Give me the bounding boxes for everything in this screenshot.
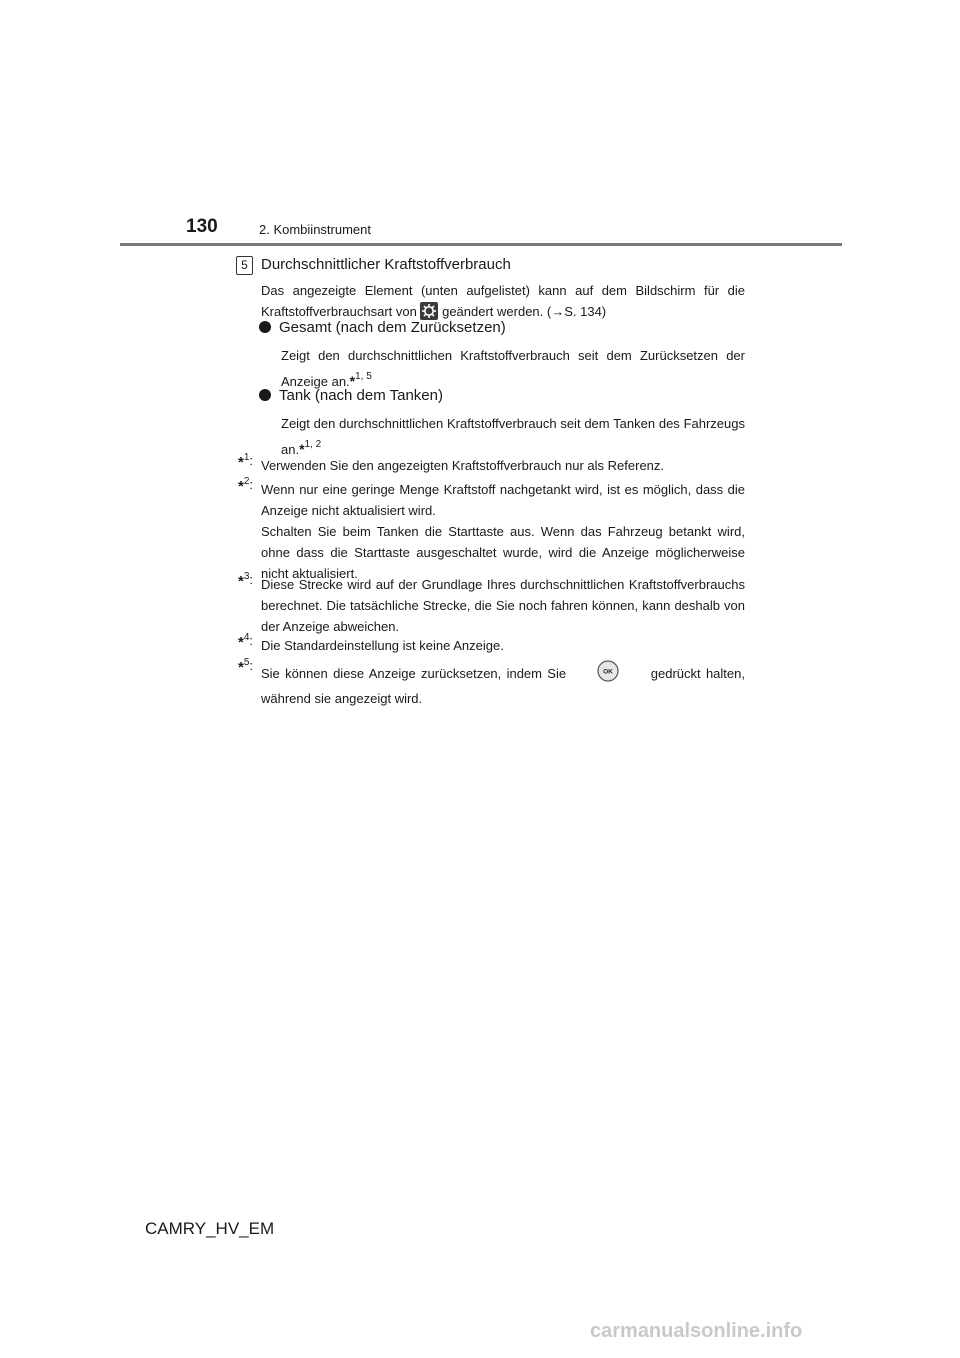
bullet-heading-total bbox=[259, 319, 506, 336]
ok-label: OK bbox=[603, 668, 614, 676]
footnote-5-text bbox=[261, 660, 745, 709]
footnote-5-text-a: Sie können diese Anzeige zurücksetzen, indem Sie bbox=[261, 666, 567, 681]
footnote-2-paragraph-2: Schalten Sie beim Tanken die Starttaste aus. Wenn das Fahrzeug betankt wird, ohne dass die Starttaste ausgeschaltet wurde, wird die Anzeige möglicherweise nicht aktualisiert. bbox=[261, 524, 745, 581]
footnote-3-text: Diese Strecke wird auf der Grundlage Ihres durchschnittlichen Kraftstoffverbrauchs berechnet. Die tatsächliche Strecke, die Sie noch fahren können, kann deshalb von der Anzeige abweichen. bbox=[261, 577, 745, 634]
footnote-refs: 1, 5 bbox=[355, 371, 372, 382]
chapter-title: 2. Kombiinstrument bbox=[259, 222, 371, 237]
footnote-star: * bbox=[299, 441, 305, 457]
footnote-refs: 1, 2 bbox=[304, 439, 322, 450]
bullet-title: Gesamt (nach dem Zurücksetzen) bbox=[279, 319, 506, 336]
section-title: Durchschnittlicher Kraftstoffverbrauch bbox=[261, 256, 511, 273]
footnote-1-text: Verwenden Sie den angezeigten Kraftstoffverbrauch nur als Referenz. bbox=[261, 458, 665, 473]
footnote-marker-3: *$^3$: bbox=[238, 571, 254, 590]
bullet-text: Zeigt den durchschnittlichen Kraftstoffverbrauch seit dem Zurücksetzen der Anzeige an. bbox=[281, 348, 745, 389]
footnote-star: * bbox=[349, 373, 356, 389]
bullet-text: Zeigt den durchschnittlichen Kraftstoffverbrauch seit dem Tanken des Fahrzeugs an. bbox=[281, 416, 745, 457]
watermark: carmanualsonline.info bbox=[590, 1320, 803, 1342]
footnote-marker-2: *$^2$: bbox=[238, 476, 254, 495]
item-number-badge: 5 bbox=[236, 256, 253, 275]
footnote-2-paragraph-1: Wenn nur eine geringe Menge Kraftstoff nachgetankt wird, ist es möglich, dass die Anzeige nicht aktualisiert wird. bbox=[261, 482, 745, 518]
bullet-icon bbox=[259, 389, 271, 401]
footnote-5-text-b: gedrückt halten, während sie angezeigt wird. bbox=[261, 666, 745, 706]
bullet-title: Tank (nach dem Tanken) bbox=[279, 387, 443, 404]
footnote-4-text: Die Standardeinstellung ist keine Anzeige. bbox=[261, 638, 504, 653]
page-reference: S. 134) bbox=[564, 304, 607, 319]
page-number: 130 bbox=[186, 216, 218, 237]
bullet-heading-tank bbox=[259, 387, 443, 404]
intro-text-b: geändert werden. ( bbox=[442, 304, 552, 319]
bullet-description-tank bbox=[281, 413, 745, 460]
reference-arrow: → bbox=[551, 304, 565, 319]
footnote-2-text bbox=[261, 479, 745, 584]
footnote-marker-4: *$^4$: bbox=[238, 632, 254, 651]
header-rule bbox=[120, 243, 842, 246]
footnote-marker-5: *$^5$: bbox=[238, 657, 254, 676]
bullet-icon bbox=[259, 321, 271, 333]
intro-text-a: Das angezeigte Element (unten aufgelistet) kann auf dem Bildschirm für die Kraftstoffverbrauchsart von bbox=[261, 283, 745, 319]
footnote-marker-1: *$^1$: bbox=[238, 452, 254, 471]
ok-button-icon bbox=[597, 660, 619, 688]
bullet-description-total bbox=[281, 345, 745, 392]
model-code-footer: CAMRY_HV_EM bbox=[145, 1219, 275, 1238]
